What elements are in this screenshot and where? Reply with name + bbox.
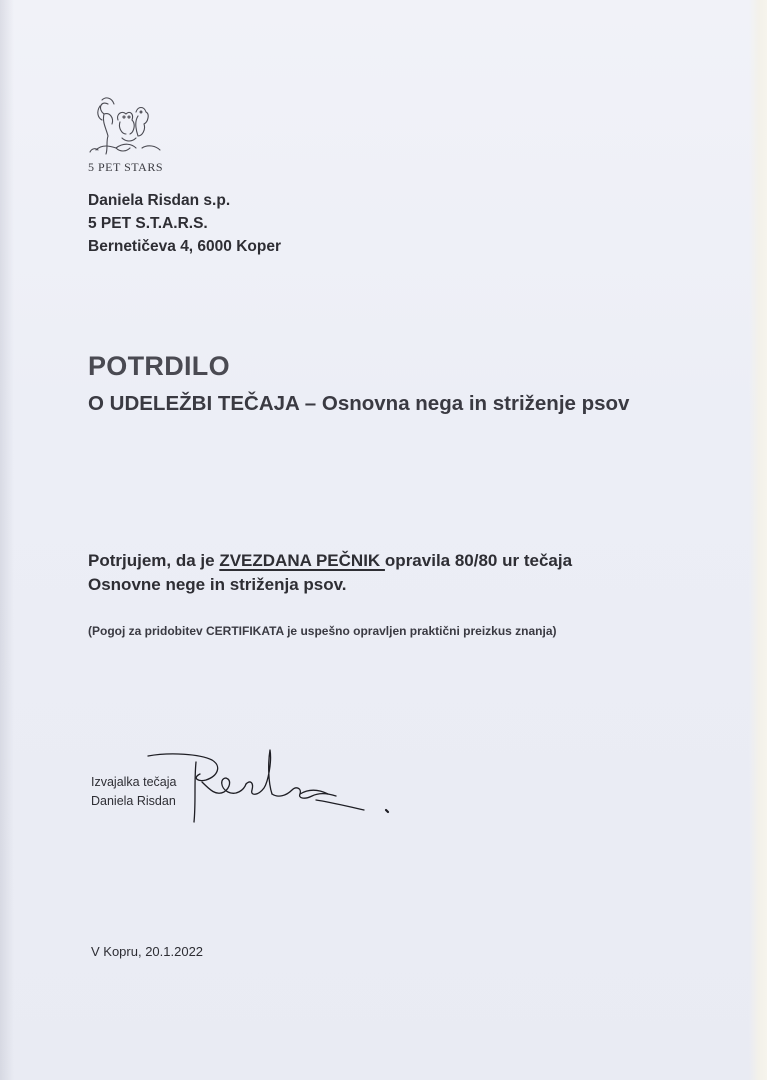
confirmation-text	[88, 549, 572, 597]
page-edge	[749, 0, 767, 1080]
participant-name: ZVEZDANA PEČNIK	[219, 551, 385, 570]
signer-name: Daniela Risdan	[91, 794, 176, 808]
dog-grooming-logo-icon	[86, 92, 178, 162]
confirmation-suffix: opravila 80/80 ur tečaja	[384, 551, 573, 570]
place-and-date: V Kopru, 20.1.2022	[91, 944, 204, 959]
page-shadow	[0, 0, 14, 1080]
sender-company: Daniela Risdan s.p.	[88, 192, 231, 209]
confirmation-prefix: Potrjujem, da je	[88, 551, 220, 570]
sender-address	[88, 189, 281, 258]
company-logo	[86, 92, 178, 178]
document-subtitle: O UDELEŽBI TEČAJA – Osnovna nega in striženje psov	[88, 392, 630, 415]
handwritten-signature	[140, 742, 400, 832]
sender-street: Bernetičeva 4, 6000 Koper	[88, 238, 281, 255]
signer-role: Izvajalka tečaja	[91, 775, 177, 789]
confirmation-course: Osnovne nege in striženja psov.	[88, 575, 347, 594]
document-title: POTRDILO	[88, 351, 230, 381]
certificate-note: (Pogoj za pridobitev CERTIFIKATA je uspešno opravljen praktični preizkus znanja)	[88, 624, 557, 638]
sender-brand: 5 PET S.T.A.R.S.	[88, 215, 208, 232]
logo-text: 5 PET STARS	[88, 160, 164, 174]
